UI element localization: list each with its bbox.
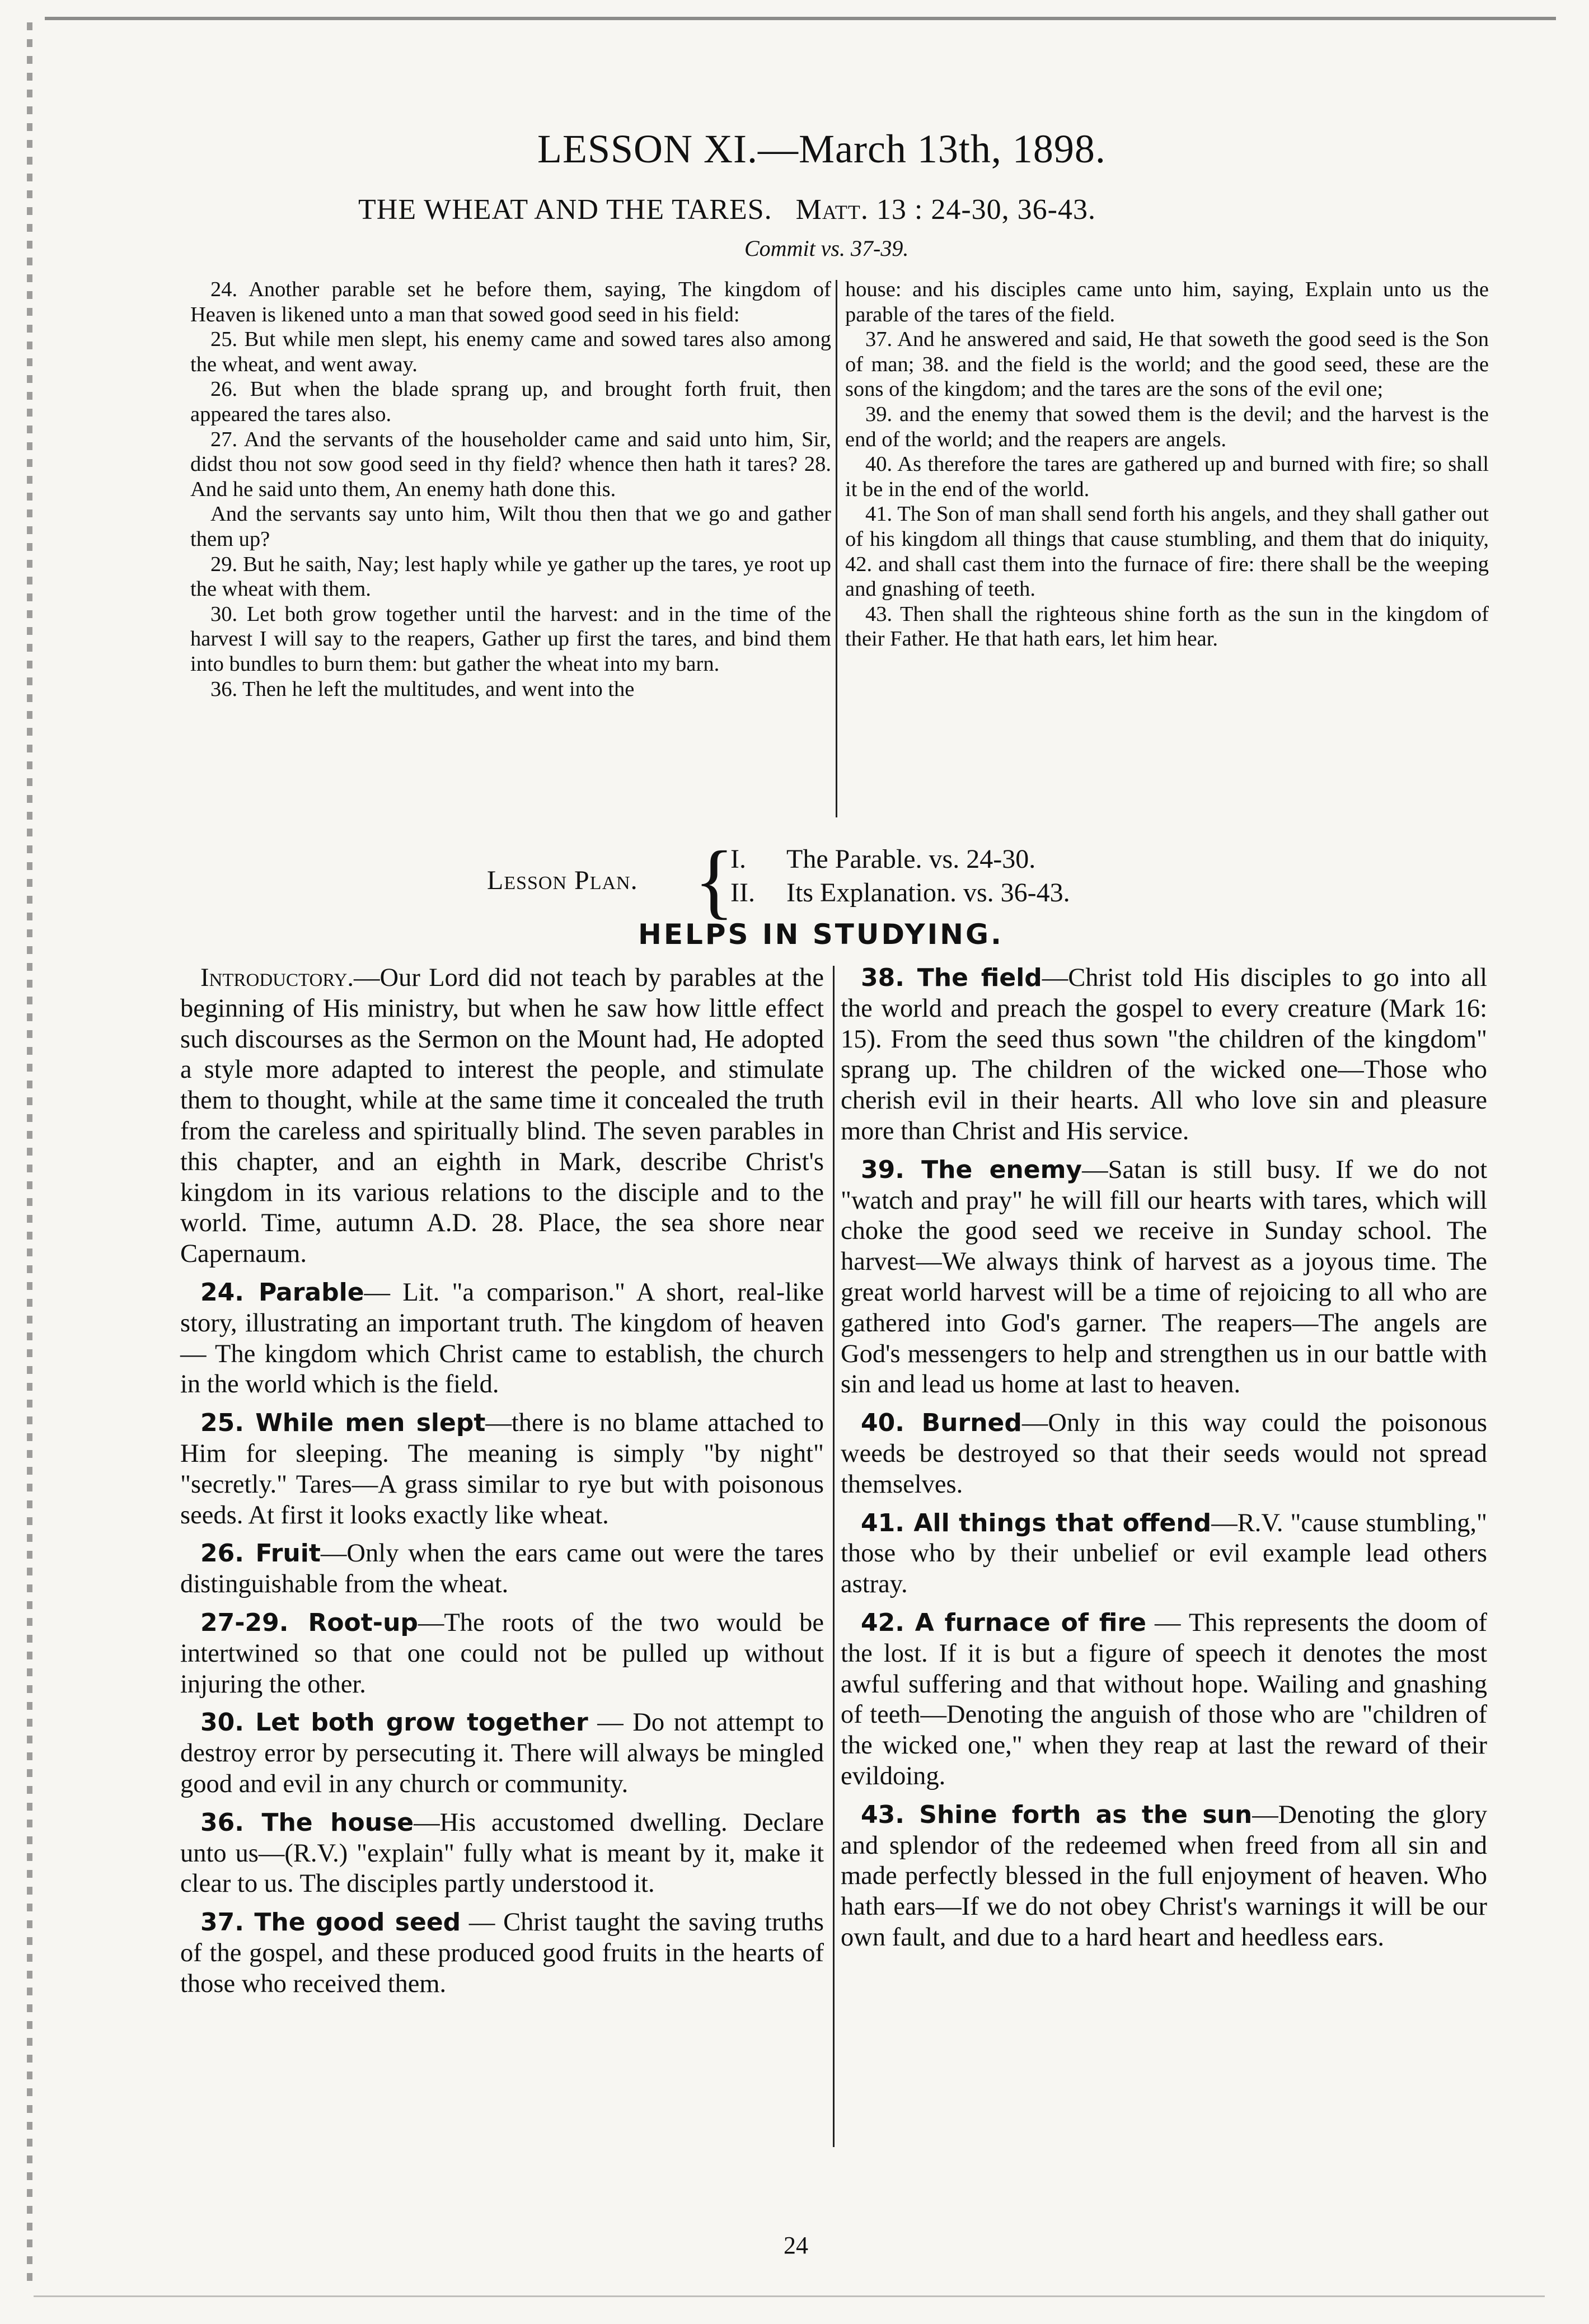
lesson-title: LESSON XI.—March 13th, 1898.	[537, 127, 1106, 171]
note-heading: 40. Burned	[861, 1409, 1022, 1438]
note-text: —Our Lord did not teach by parables at the beginning of His ministry, but when he saw how little effect such discourses as the Sermon on the Mount had, He adopted a style more adapted to interest the people, and stimulate them to thought, while at the same time it concealed the truth from the careless and spiritually blind. The seven parables in this chapter, and an eighth in Mark, describe Christ's kingdom in its various relations to the disciple and to the world. Time, autumn A.D. 28. Place, the sea shore near Capernaum.	[180, 964, 824, 1269]
helps-note	[841, 1800, 1487, 1953]
lesson-subtitle	[358, 193, 1366, 226]
note-text: — Lit. "a comparison." A short, real-like story, illustrating an important truth. The kingdom of heaven — The kingdom which Christ came to establish, the church in the world which is the field.	[180, 1278, 824, 1399]
note-text: —His accustomed dwelling. Declare unto us—(R.V.) "explain" fully what is meant by it, make it clear to us. The disciples partly understood it.	[180, 1808, 824, 1899]
scripture-column-divider	[836, 280, 837, 817]
note-heading: 39. The enemy	[861, 1155, 1082, 1184]
helps-note	[180, 1907, 824, 1999]
lesson-plan-item-text: The Parable. vs. 24-30.	[786, 844, 1036, 874]
subtitle-reference: Matt. 13 : 24-30, 36-43.	[795, 194, 1096, 226]
helps-note	[180, 1708, 824, 1799]
scripture-right-column	[845, 277, 1489, 652]
note-text: — Do not attempt to destroy error by persecuting it. There will always be mingled good and evil in any church or community.	[180, 1708, 824, 1798]
scripture-paragraph: 36. Then he left the multitudes, and went into the	[210, 677, 635, 701]
scripture-paragraph: 25. But while men slept, his enemy came and sowed tares also among the wheat, and went away.	[190, 328, 831, 376]
helps-note	[180, 1278, 824, 1400]
note-heading: 42. A furnace of fire	[861, 1608, 1146, 1637]
helps-column-divider	[833, 966, 835, 2147]
scripture-paragraph: 26. But when the blade sprang up, and brought forth fruit, then appeared the tares also.	[190, 377, 831, 426]
page-edge-left	[27, 22, 32, 2284]
scripture-left-column	[190, 277, 831, 702]
lesson-plan-item-number: II.	[730, 878, 755, 908]
note-heading: 25. While men slept	[200, 1409, 486, 1438]
scripture-paragraph: 41. The Son of man shall send forth his angels, and they shall gather out of his kingdom all things that cause stumbling, and them that do iniquity, 42. and shall cast them into the furnace of fire: there shall be the weeping and gnashing of teeth.	[845, 502, 1489, 601]
lesson-plan-item-number: I.	[730, 844, 746, 874]
scripture-paragraph: 27. And the servants of the householder came and said unto him, Sir, didst thou not sow good seed in thy field? whence then hath it tares? 28. And he said unto them, An enemy hath done this.	[190, 427, 831, 501]
scripture-paragraph: 40. As therefore the tares are gathered up and burned with fire; so shall it be in the end of the world.	[845, 452, 1489, 501]
helps-note	[180, 1608, 824, 1700]
note-heading: Introductory.	[200, 964, 354, 992]
helps-right-column	[841, 963, 1487, 1961]
scripture-paragraph: house: and his disciples came unto him, saying, Explain unto us the parable of the tares of the field.	[845, 278, 1489, 326]
note-heading: 37. The good seed	[200, 1908, 461, 1937]
scripture-paragraph: 24. Another parable set he before them, saying, The kingdom of Heaven is likened unto a man that sowed good seed in his field:	[190, 278, 831, 326]
note-heading: 43. Shine forth as the sun	[861, 1800, 1253, 1829]
helps-heading: HELPS IN STUDYING.	[638, 918, 1004, 951]
page-edge-bottom	[34, 2295, 1545, 2297]
helps-note	[841, 1508, 1487, 1600]
note-text: —Christ told His disciples to go into all the world and preach the gospel to every creature (Mark 16: 15). From the seed thus sown "the children of the kingdom" sprang up. The children of the wicked one—Those who cherish evil in their hearts. All who love sin and pleasure more than Christ and His service.	[841, 964, 1487, 1145]
helps-note	[180, 963, 824, 1270]
lesson-plan-label: Lesson Plan.	[487, 866, 638, 895]
note-text: —Satan is still busy. If we do not "watch and pray" he will fill our hearts with tares, which will choke the good seed we receive in Sunday school. The harvest—We always think of harvest as a joyous time. The great world harvest will be a time of rejoicing to all who are gathered into God's garner. The reapers—The angels are God's messengers to help and strengthen us in our battle with sin and lead us home at last to heaven.	[841, 1155, 1487, 1399]
helps-note	[841, 1608, 1487, 1792]
commit-verses: Commit vs. 37-39.	[744, 236, 909, 261]
scripture-paragraph: 39. and the enemy that sowed them is the devil; and the harvest is the end of the world; and the reapers are angels.	[845, 402, 1489, 451]
note-heading: 38. The field	[861, 964, 1042, 992]
note-text: —there is no blame attached to Him for sleeping. The meaning is simply "by night" "secretly." Tares—A grass similar to rye but with poisonous seeds. At first it looks exactly like wheat.	[180, 1409, 824, 1530]
lesson-plan-item	[730, 843, 1070, 876]
scripture-paragraph: 30. Let both grow together until the harvest: and in the time of the harvest I will say to the reapers, Gather up first the tares, and bind them into bundles to burn them: but gather the wheat into my barn.	[190, 602, 831, 676]
helps-note	[841, 963, 1487, 1147]
helps-note	[180, 1539, 824, 1600]
helps-note	[841, 1408, 1487, 1500]
lesson-plan-item-text: Its Explanation. vs. 36-43.	[786, 878, 1070, 908]
helps-note	[180, 1808, 824, 1900]
note-heading: 26. Fruit	[200, 1539, 321, 1568]
scripture-paragraph: 37. And he answered and said, He that soweth the good seed is the Son of man; 38. and the field is the world; and the good seed, these are the sons of the kingdom; and the tares are the sons of the evil one;	[845, 328, 1489, 401]
scripture-paragraph: 29. But he saith, Nay; lest haply while ye gather up the tares, ye root up the wheat with them.	[190, 552, 831, 601]
note-text: —R.V. "cause stumbling," those who by their unbelief or evil example lead others astray.	[841, 1508, 1488, 1599]
note-text: —The roots of the two would be intertwined so that one could not be pulled up without injuring the other.	[180, 1608, 824, 1699]
note-heading: 36. The house	[200, 1808, 414, 1837]
helps-note	[180, 1408, 824, 1531]
page-number: 24	[784, 2232, 808, 2259]
lesson-plan-item	[730, 876, 1070, 910]
subtitle-main: THE WHEAT AND THE TARES.	[358, 194, 772, 226]
note-heading: 27-29. Root-up	[200, 1608, 418, 1637]
scripture-paragraph: 43. Then shall the righteous shine forth as the sun in the kingdom of their Father. He that hath ears, let him hear.	[845, 602, 1489, 651]
note-heading: 41. All things that offend	[861, 1508, 1212, 1537]
scripture-paragraph: And the servants say unto him, Wilt thou then that we go and gather them up?	[190, 502, 831, 551]
note-heading: 30. Let both grow together	[200, 1708, 588, 1737]
lesson-plan-items	[730, 843, 1070, 910]
helps-left-column	[180, 963, 824, 2008]
lesson-plan-brace: {	[694, 834, 734, 927]
page-edge-top	[45, 17, 1556, 20]
note-text: — This represents the doom of the lost. If it is but a figure of speech it denotes the most awful suffering and that without hope. Wailing and gnashing of teeth—Denoting the anguish of those who are "children of the wicked one," when they reap at last the reward of their evildoing.	[841, 1608, 1487, 1790]
note-text: —Denoting the glory and splendor of the redeemed when freed from all sin and made perfectly blessed in the full enjoyment of heaven. Who hath ears—If we do not obey Christ's warnings it will be our own fault, and due to a hard heart and heedless ears.	[841, 1800, 1487, 1952]
note-text: —Only when the ears came out were the tares distinguishable from the wheat.	[180, 1539, 824, 1599]
helps-note	[841, 1155, 1487, 1400]
note-text: —Only in this way could the poisonous weeds be destroyed so that their seeds would not spread themselves.	[841, 1409, 1487, 1499]
note-heading: 24. Parable	[200, 1278, 364, 1307]
note-text: — Christ taught the saving truths of the gospel, and these produced good fruits in the hearts of those who received them.	[180, 1908, 824, 1998]
